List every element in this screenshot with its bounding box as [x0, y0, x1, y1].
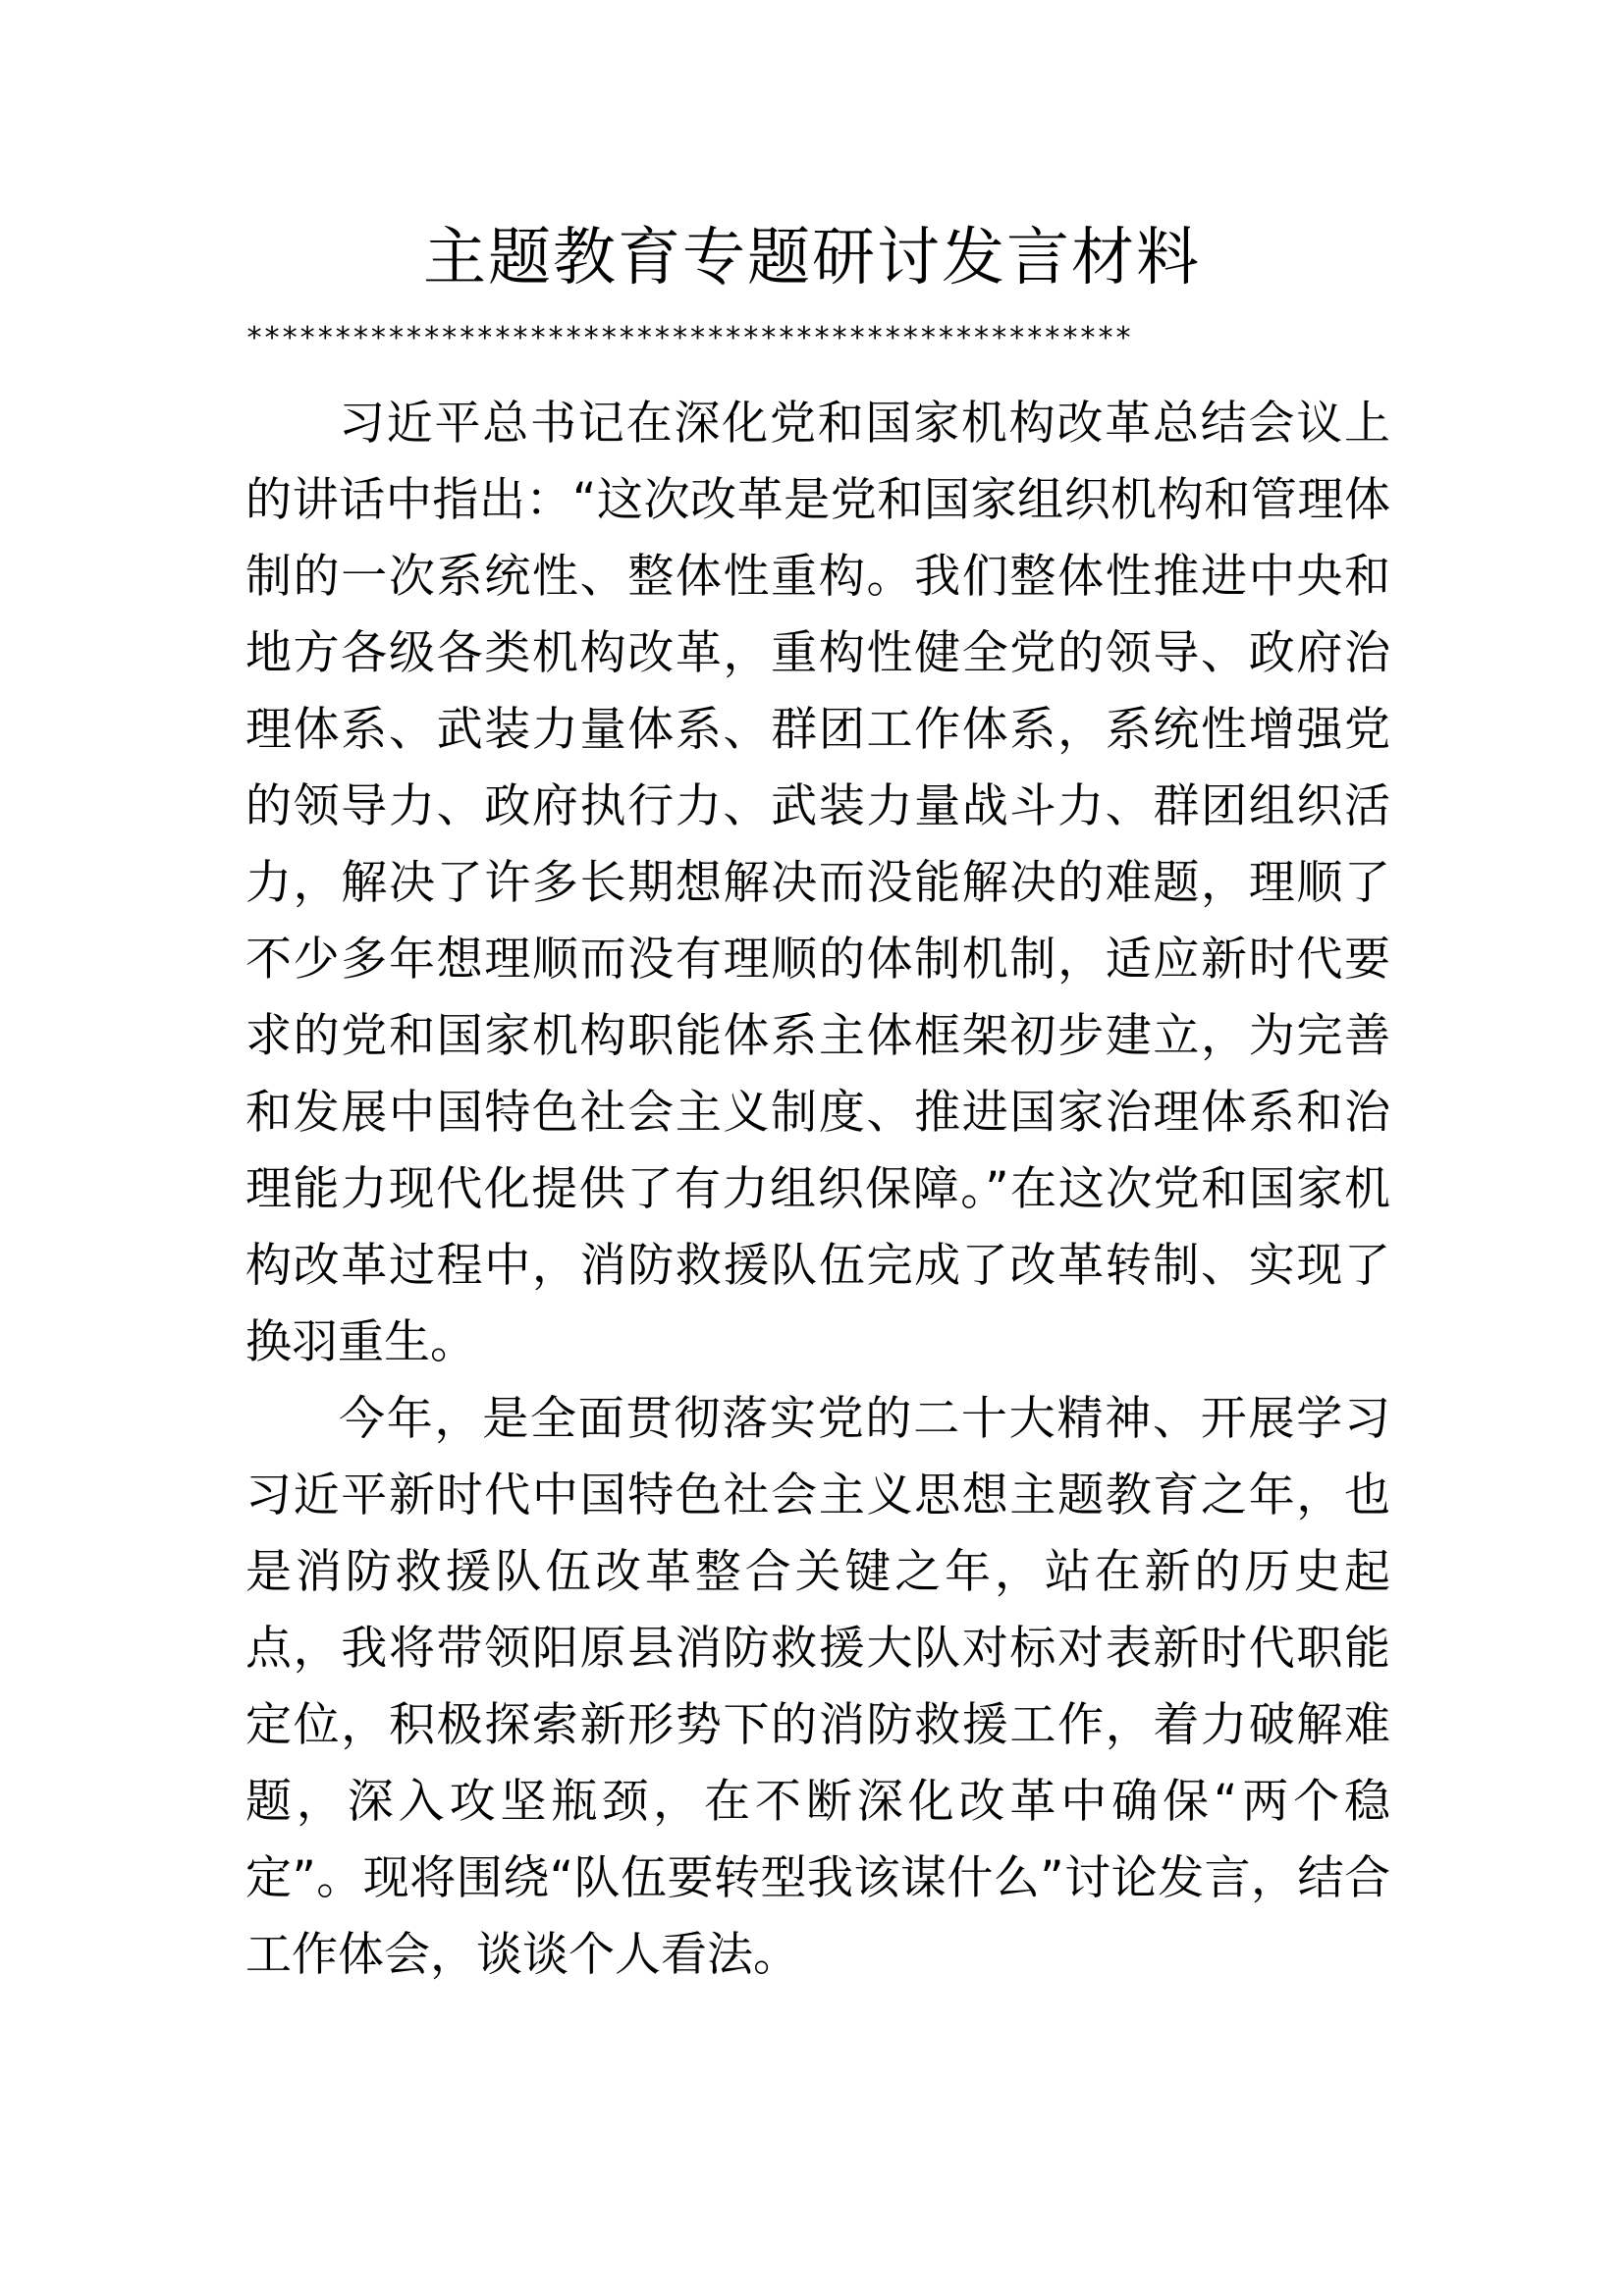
paragraph-1: 习近平总书记在深化党和国家机构改革总结会议上的讲话中指出：“这次改革是党和国家组织机构和管理体制的一次系统性、整体性重构。我们整体性推进中央和地方各级各类机构改革，重构性健全党的领导、政府治理体系、武装力量体系、群团工作体系，系统性增强党的领导力、政府执行力、武装力量战斗力、群团组织活力，解决了许多长期想解决而没能解决的难题，理顺了不少多年想理顺而没有理顺的体制机制，适应新时代要求的党和国家机构职能体系主体框架初步建立，为完善和发展中国特色社会主义制度、推进国家治理体系和治理能力现代化提供了有力组织保障。”在这次党和国家机构改革过程中，消防救援队伍完成了改革转制、实现了换羽重生。: [245, 397, 1390, 1369]
asterisk-separator: **************************************************: [245, 321, 1133, 355]
document-title: 主题教育专题研讨发言材料: [423, 222, 1201, 294]
document-body: [245, 386, 1390, 1994]
paragraph-2: 今年，是全面贯彻落实党的二十大精神、开展学习习近平新时代中国特色社会主义思想主题教育之年，也是消防救援队伍改革整合关键之年，站在新的历史起点，我将带领阳原县消防救援大队对标对表新时代职能定位，积极探索新形势下的消防救援工作，着力破解难题，深入攻坚瓶颈，在不断深化改革中确保“两个稳定”。现将围绕“队伍要转型我该谋什么”讨论发言，结合工作体会，谈谈个人看法。: [245, 1392, 1390, 1982]
